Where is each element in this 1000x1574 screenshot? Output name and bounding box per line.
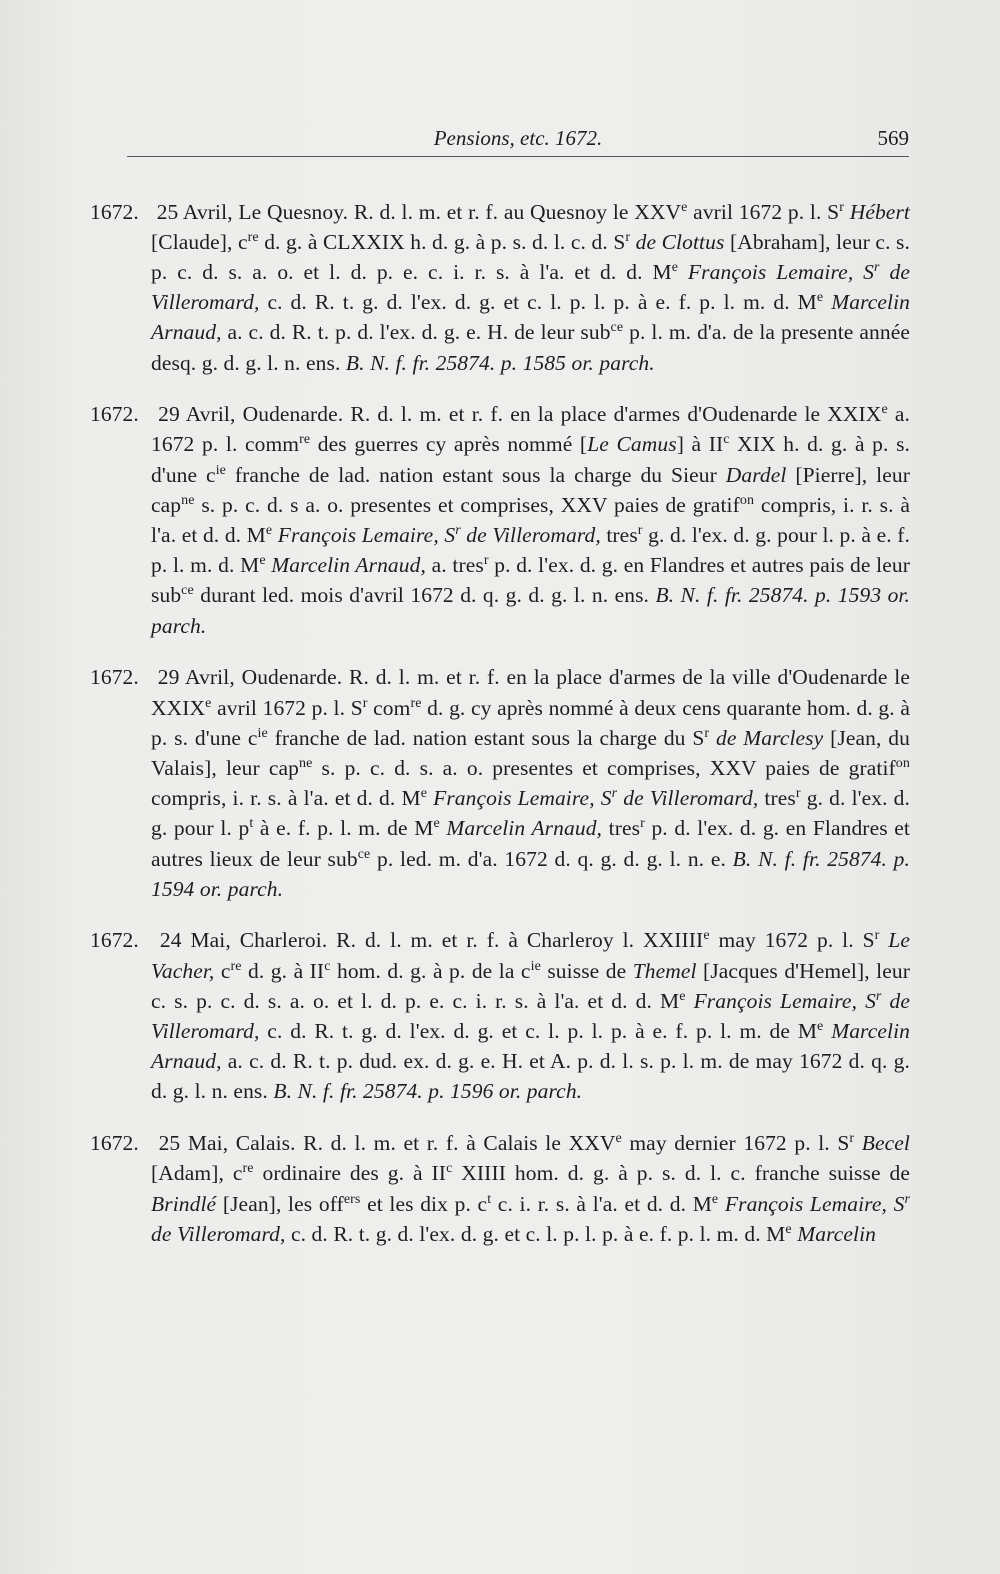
superscript-abbrev: r [704, 725, 710, 741]
italic-text: Dardel [725, 462, 787, 487]
entry-text: g. d. l'ex. d. g. pour l. p [151, 786, 911, 841]
superscript-abbrev: re [410, 695, 422, 711]
superscript-abbrev: ers [343, 1191, 361, 1207]
italic-text: de Marclesy [715, 725, 824, 750]
pension-entry [90, 662, 910, 904]
entry-text: durant led. mois d'avril 1672 d. q. g. d. g. l. n. ens. [193, 583, 656, 608]
superscript-abbrev: r [875, 988, 882, 1004]
entry-text: p. d. l'ex. d. g. en Flandres et autres pais de leur sub [151, 553, 910, 608]
italic-text: Marcelin [797, 1221, 877, 1246]
superscript-abbrev: ne [299, 755, 313, 771]
italic-text: de Villeromard, [151, 988, 910, 1044]
entry-text: c. d. R. t. g. d. l'ex. d. g. et c. l. p. l. p. à e. f. p. l. m. de M [259, 1019, 818, 1044]
entries-list [90, 175, 910, 1259]
italic-text: de Villeromard, [151, 1221, 286, 1246]
entry-text: 25 Mai, Calais. R. d. l. m. et r. f. à Calais le XXV [151, 1131, 616, 1156]
superscript-abbrev: t [487, 1191, 492, 1207]
italic-text: François Lemaire, S [433, 786, 612, 811]
entry-text: 25 Avril, Le Quesnoy. R. d. l. m. et r. f. au Quesnoy le XXV [151, 199, 682, 224]
superscript-abbrev: e [615, 1131, 622, 1147]
entry-text: [Abraham], leur c. s. p. c. d. s. a. o. et l. d. p. e. c. i. r. s. à l'a. et d. d. M [151, 229, 910, 284]
entry-text: 29 Avril, Oudenarde. R. d. l. m. et r. f. en la place d'armes de la ville d'Oudenarde le XXIX [151, 665, 910, 720]
entry-text: compris, i. r. s. à l'a. et d. d. M [151, 786, 421, 811]
entry-text [823, 290, 831, 314]
italic-text: Marcelin Arnaud, [271, 553, 426, 578]
superscript-abbrev: e [259, 553, 266, 569]
superscript-abbrev: r [637, 522, 643, 538]
superscript-abbrev: r [362, 695, 368, 711]
superscript-abbrev: e [881, 402, 888, 418]
entry-text: avril 1672 p. l. S [211, 695, 363, 720]
superscript-abbrev: e [785, 1221, 792, 1237]
italic-text: François Lemaire, S [277, 523, 456, 548]
entry-text: [Pierre], leur cap [151, 462, 910, 517]
superscript-abbrev: r [795, 786, 801, 801]
superscript-abbrev: ie [530, 958, 541, 974]
entry-text: p. l. m. d'a. de la presente année desq. g. d. g. l. n. ens. [151, 320, 910, 375]
entry-text: à e. f. p. l. m. de M [253, 816, 434, 841]
italic-text: B. N. f. fr. 25874. p. 1596 or. parch. [273, 1079, 583, 1104]
superscript-abbrev: on [739, 492, 755, 508]
superscript-abbrev: e [265, 522, 273, 538]
entry-text: hom. d. g. à p. de la c [330, 958, 531, 983]
superscript-abbrev: r [640, 816, 645, 832]
entry-text: may dernier 1672 p. l. S [621, 1131, 850, 1156]
superscript-abbrev: c [446, 1161, 453, 1177]
superscript-abbrev: e [703, 928, 710, 944]
pension-entry [90, 399, 910, 641]
superscript-abbrev: ce [181, 583, 194, 599]
italic-text: de Clottus [635, 229, 725, 254]
entry-text: [Jacques d'Hemel], leur c. s. p. c. d. s. a. o. et l. d. p. e. c. i. r. s. à l'a. et d. d. M [151, 958, 910, 1013]
entry-text [709, 726, 716, 750]
entry-text: c. d. R. t. g. d. l'ex. d. g. et c. l. p. l. p. à e. f. p. l. m. d. M [259, 290, 817, 315]
entry-text: ] à II [676, 432, 724, 457]
superscript-abbrev: t [249, 816, 254, 832]
superscript-abbrev: ne [181, 492, 195, 508]
entry-text: p. led. m. d'a. 1672 d. q. g. d. g. l. n. e. [370, 846, 733, 871]
entry-text: franche de lad. nation estant sous la charge du Sieur [226, 462, 726, 487]
pension-entry [90, 925, 910, 1106]
superscript-abbrev: e [817, 1018, 824, 1034]
superscript-abbrev: re [230, 958, 242, 974]
page-number: 569 [877, 126, 909, 150]
page-header [127, 120, 909, 157]
superscript-abbrev: r [874, 928, 880, 944]
superscript-abbrev: r [904, 1191, 910, 1207]
superscript-abbrev: on [895, 755, 910, 771]
superscript-abbrev: e [816, 289, 824, 305]
entry-text: a. c. d. R. t. p. dud. ex. d. g. e. H. et A. p. d. l. s. p. l. m. de may 1672 d. q. g. d. g. l. n. ens. [151, 1049, 910, 1104]
italic-text: Brindlé [151, 1191, 217, 1216]
superscript-abbrev: e [711, 1191, 719, 1207]
entry-text: tres [602, 816, 641, 841]
entry-text: c. d. R. t. g. d. l'ex. d. g. et c. l. p. l. p. à e. f. p. l. m. d. M [285, 1221, 786, 1246]
superscript-abbrev: re [247, 229, 259, 245]
entry-text: 29 Avril, Oudenarde. R. d. l. m. et r. f. en la place d'armes d'Oudenarde le XXIX [151, 402, 882, 427]
superscript-abbrev: ce [357, 846, 371, 862]
italic-text: François Lemaire, S [693, 988, 876, 1013]
entry-text: des guerres cy après nommé [ [310, 432, 588, 457]
italic-text: B. N. f. fr. 25874. p. 1585 or. parch. [345, 350, 655, 375]
entry-text: et les dix p. c [360, 1191, 488, 1216]
italic-text: Le Camus [587, 432, 677, 457]
entry-text: a. tres [425, 553, 484, 578]
entry-text: 24 Mai, Charleroi. R. d. l. m. et r. f. à Charleroy l. XXIIII [151, 928, 704, 953]
superscript-abbrev: e [681, 199, 688, 215]
superscript-abbrev: r [849, 1131, 855, 1147]
entry-text: c. i. r. s. à l'a. et d. d. M [491, 1191, 712, 1216]
superscript-abbrev: e [205, 695, 212, 711]
italic-text: Themel [632, 958, 697, 983]
entry-year: 1672. [90, 199, 139, 224]
entry-year: 1672. [90, 402, 139, 427]
superscript-abbrev: r [839, 199, 844, 215]
italic-text: François Lemaire, S [687, 259, 875, 284]
entry-text: s. p. c. d. s a. o. presentes et comprises, XXV paies de gratif [194, 492, 740, 517]
entry-text: [Jean, du Valais], leur cap [151, 725, 910, 780]
superscript-abbrev: ie [215, 462, 226, 478]
entry-text: d. g. cy après nommé à deux cens quarante hom. d. g. à p. s. d'une c [151, 695, 910, 750]
italic-text: de Villeromard, [617, 786, 759, 811]
running-title: Pensions, etc. 1672. [433, 126, 603, 150]
superscript-abbrev: re [242, 1161, 254, 1177]
entry-text: a. c. d. R. t. p. d. l'ex. d. g. e. H. de leur sub [221, 320, 611, 345]
superscript-abbrev: r [611, 786, 618, 801]
entry-text: franche de lad. nation estant sous la charge du S [267, 725, 705, 750]
entry-text: tres [758, 786, 796, 811]
entry-text: avril 1672 p. l. S [687, 199, 840, 224]
italic-text: Marcelin Arnaud, [446, 816, 603, 841]
entry-text: may 1672 p. l. S [709, 928, 875, 953]
pension-entry [90, 1128, 910, 1249]
entry-text: g. d. l'ex. d. g. pour l. p. à e. f. p. l. m. d. M [151, 523, 910, 578]
entry-text: suisse de [540, 958, 633, 983]
superscript-abbrev: e [679, 988, 686, 1004]
entry-text: [Jean], les off [216, 1191, 344, 1216]
entry-year: 1672. [90, 665, 139, 690]
entry-text [718, 1192, 725, 1216]
entry-text: com [367, 695, 411, 720]
entry-text [879, 928, 888, 952]
entry-text: a. 1672 p. l. comm [151, 402, 911, 457]
superscript-abbrev: re [299, 432, 311, 448]
entry-text: p. d. l'ex. d. g. en Flandres et autres lieux de leur sub [151, 816, 910, 871]
superscript-abbrev: c [324, 958, 331, 974]
italic-text: Hébert [849, 199, 910, 224]
entry-text: XIX h. d. g. à p. s. d'une c [151, 432, 911, 487]
entry-text: [Claude], c [151, 229, 248, 254]
entry-text: compris, i. r. s. à l'a. et d. d. M [151, 492, 911, 548]
entry-text [686, 989, 694, 1013]
italic-text: de Villeromard, [151, 259, 910, 315]
entry-year: 1672. [90, 1131, 139, 1156]
entry-year: 1672. [90, 928, 139, 953]
italic-text: Le Vacher, [151, 928, 910, 983]
superscript-abbrev: e [671, 259, 679, 275]
italic-text: de Villeromard, [460, 523, 601, 548]
superscript-abbrev: r [625, 229, 631, 245]
entry-text: [Adam], c [151, 1161, 243, 1186]
superscript-abbrev: e [433, 816, 440, 832]
entry-text: d. g. à II [241, 958, 325, 983]
entry-text [678, 260, 688, 284]
superscript-abbrev: ie [257, 725, 268, 741]
italic-text: B. N. f. fr. 25874. p. 1593 or. parch. [151, 583, 910, 638]
entry-text: d. g. à CLXXIX h. d. g. à p. s. d. l. c. d. S [258, 229, 626, 254]
italic-text: Marcelin Arnaud, [151, 290, 911, 345]
entry-text: tres [600, 523, 638, 548]
superscript-abbrev: r [874, 259, 880, 275]
italic-text: B. N. f. fr. 25874. p. 1594 or. parch. [151, 846, 910, 901]
italic-text: Becel [861, 1131, 910, 1156]
superscript-abbrev: c [723, 432, 730, 448]
superscript-abbrev: r [455, 522, 461, 538]
italic-text: Marcelin Arnaud, [151, 1019, 910, 1074]
entry-text: c [214, 958, 231, 983]
entry-text: XIIII hom. d. g. à p. s. d. l. c. franche suisse de [452, 1161, 910, 1186]
superscript-abbrev: e [420, 786, 428, 801]
superscript-abbrev: ce [610, 320, 624, 336]
entry-text: ordinaire des g. à II [253, 1161, 447, 1186]
superscript-abbrev: r [483, 553, 489, 569]
italic-text: François Lemaire, S [724, 1191, 905, 1216]
entry-text: s. p. c. d. s. a. o. presentes et comprises, XXV paies de gratif [312, 755, 896, 780]
entry-text [854, 1131, 862, 1155]
pension-entry [90, 197, 910, 378]
